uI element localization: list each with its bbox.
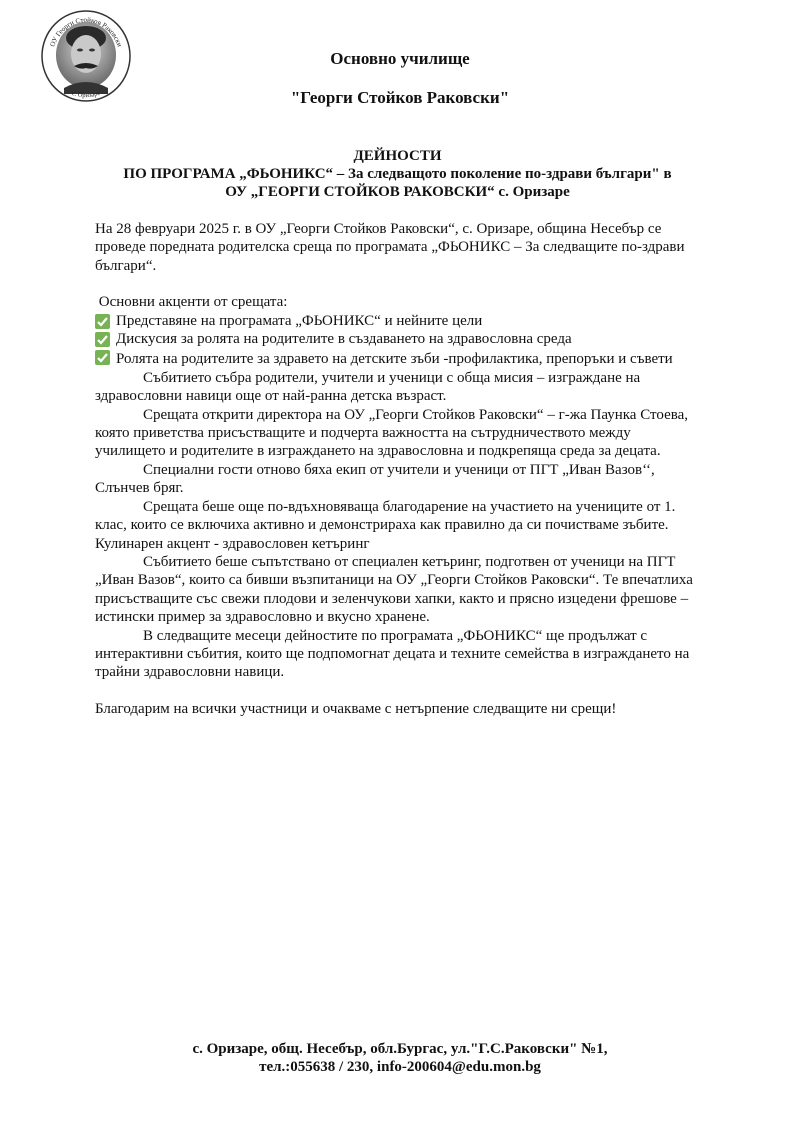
logo-text-bottom: с. Оризаре	[70, 89, 102, 100]
culinary-heading: Кулинарен акцент - здравословен кетъринг	[95, 535, 370, 552]
school-logo	[40, 10, 132, 102]
paragraph-guests: Специални гости отново бяха екип от учители и ученици от ПГТ „Иван Вазов‘‘, Слънчев бряг.	[95, 461, 655, 497]
title-line2: ПО ПРОГРАМА „ФЬОНИКС“ – За следващото поколение по-здрави българи" в	[123, 166, 672, 182]
highlight-item	[95, 330, 705, 348]
title-line3: ОУ „ГЕОРГИ СТОЙКОВ РАКОВСКИ“ с. Оризаре	[225, 184, 570, 200]
document-title	[90, 147, 705, 201]
paragraph-catering: Събитието беше съпътствано от специален кетъринг, подготвен от ученици на ПГТ „Иван Вазов“, които са бивши възпитаници на ОУ „Георги Стойков Раковски“. Те впечатлиха присъстващите със свежи плодови и зеленчукови хапки, както и прясно изцедени фрешове – истински пример за здравословно и вкусно хранене.	[95, 553, 693, 626]
logo-text-top: ОУ Георги Стойков Раковски	[48, 15, 124, 48]
check-mark-icon	[95, 332, 110, 347]
footer-address	[100, 1040, 700, 1076]
paragraph-director: Срещата открити директора на ОУ „Георги Стойков Раковски“ – г-жа Паунка Стоева, която приветства присъстващите и подчерта важността на сътрудничеството между училището и родителите в изграждането на здравословна и подкрепяща среда за децата.	[95, 406, 689, 460]
highlight-text: Дискусия за ролята на родителите в създаването на здравословна среда	[116, 331, 572, 348]
check-mark-icon	[95, 350, 110, 365]
document-body	[95, 220, 705, 718]
highlights-heading: Основни акценти от срещата:	[95, 294, 288, 311]
check-mark-icon	[95, 314, 110, 329]
paragraph-event: Събитието събра родители, учители и ученици с обща мисия – изграждане на здравословни навици още от най-ранна детска възраст.	[95, 369, 641, 405]
highlight-item	[95, 348, 705, 368]
highlight-text: Ролята на родителите за здравето на детските зъби -профилактика, препоръки и съвети	[116, 351, 673, 368]
paragraph-students: Срещата беше още по-вдъхновяваща благодарение на участието на учениците от 1. клас, които се включиха активно и демонстрираха как правилно да си почистваме зъбите.	[95, 498, 676, 534]
highlight-text: Представяне на програмата „ФЬОНИКС“ и нейните цели	[116, 312, 483, 329]
school-name-line2: "Георги Стойков Раковски"	[290, 88, 510, 107]
footer-line2: тел.:055638 / 230, info-200604@edu.mon.bg	[259, 1059, 541, 1075]
highlight-item	[95, 312, 705, 330]
title-line1: ДЕЙНОСТИ	[353, 148, 442, 164]
closing-paragraph: Благодарим на всички участници и очакваме с нетърпение следващите ни срещи!	[95, 700, 617, 717]
footer-line1: с. Оризаре, общ. Несебър, обл.Бургас, ул."Г.С.Раковски" №1,	[192, 1041, 608, 1057]
school-name-line1: Основно училище	[330, 49, 470, 68]
paragraph-future: В следващите месеци дейностите по програмата „ФЬОНИКС“ ще продължат с интерактивни събития, които ще подпомогнат децата и техните семейства в изграждането на трайни здравословни навици.	[95, 627, 690, 681]
intro-paragraph: На 28 февруари 2025 г. в ОУ „Георги Стойков Раковски“, с. Оризаре, община Несебър се проведе поредната родителска среща по програмата „ФЬОНИКС – За следващите по-здрави българи“.	[95, 221, 685, 274]
